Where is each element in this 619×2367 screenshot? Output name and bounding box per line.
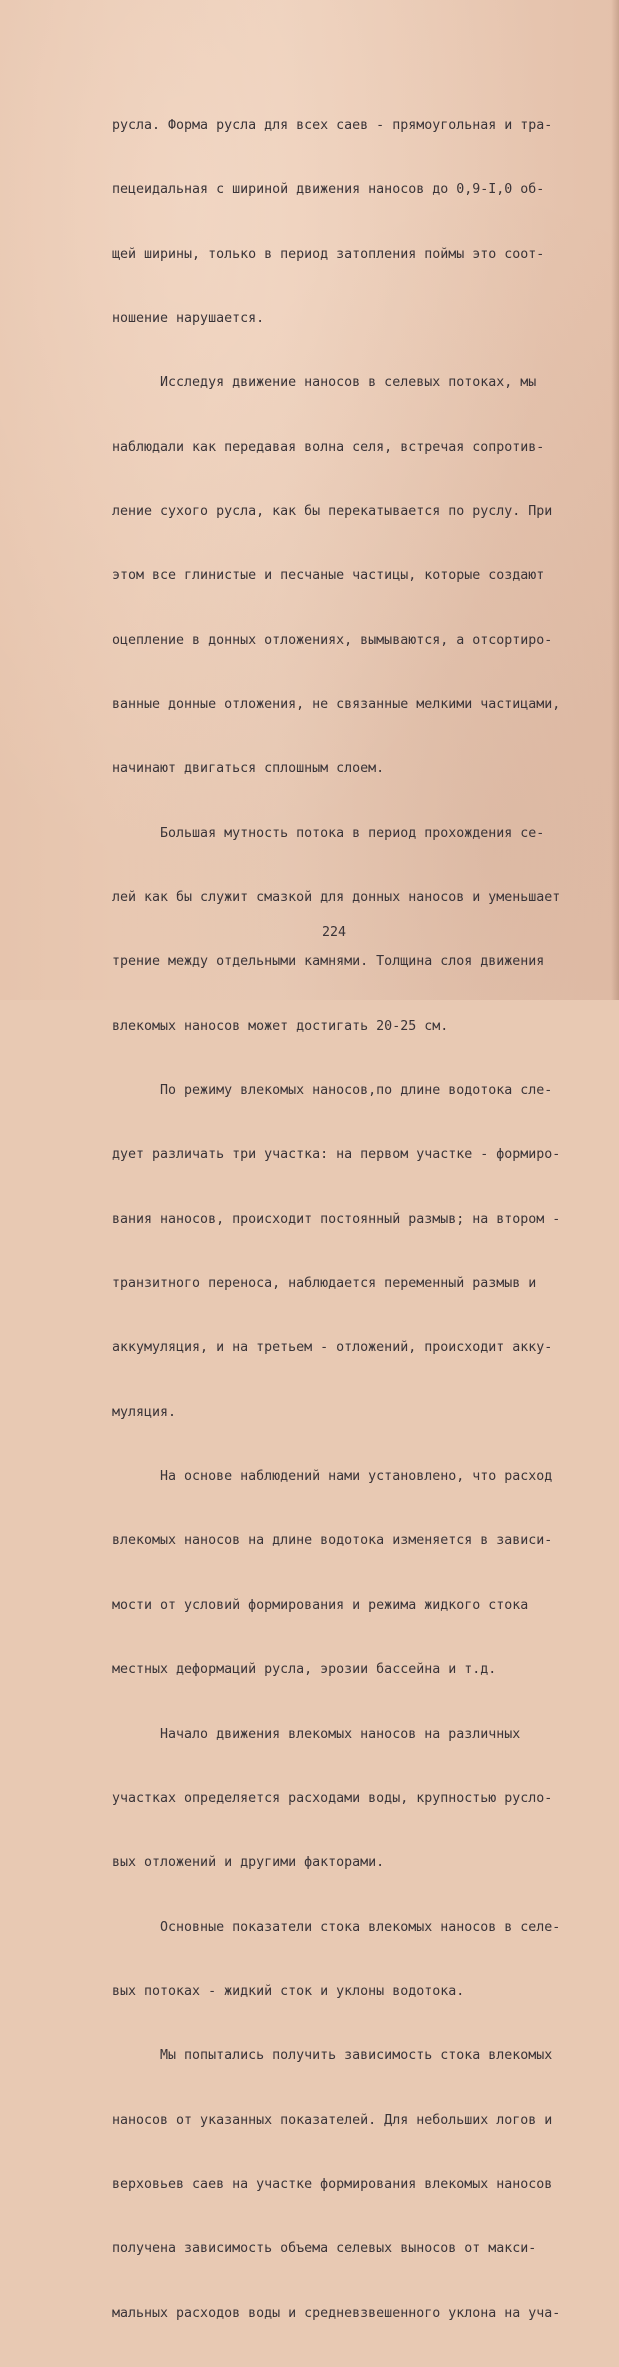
text-line: Начало движения влекомых наносов на различных (112, 1726, 521, 1742)
text-line: муляция. (112, 1404, 177, 1420)
text-line: щей ширины, только в период затопления поймы это соот- (112, 246, 545, 262)
text-line: По режиму влекомых наносов,по длине водотока сле- (112, 1083, 553, 1099)
text-line: местных деформаций русла, эрозии бассейна и т.д. (112, 1662, 497, 1678)
text-line: оцепление в донных отложениях, вымываются, а отсортиро- (112, 632, 553, 648)
text-line: аккумуляция, и на третьем - отложений, происходит акку- (112, 1340, 553, 1356)
text-line: мости от условий формирования и режима жидкого стока (112, 1597, 529, 1613)
text-line: влекомых наносов на длине водотока изменяется в зависи- (112, 1533, 553, 1549)
text-line: верховьев саев на участке формирования влекомых наносов (112, 2176, 553, 2192)
text-line: наблюдали как передавая волна селя, встречая сопротив- (112, 439, 545, 455)
text-line: этом все глинистые и песчаные частицы, которые создают (112, 568, 545, 584)
text-line: дует различать три участка: на первом участке - формиро- (112, 1147, 561, 1163)
text-line: начинают двигаться сплошным слоем. (112, 761, 385, 777)
text-line: мальных расходов воды и средневзвешенного уклона на уча- (112, 2305, 561, 2321)
text-line: русла. Форма русла для всех саев - прямоугольная и тра- (112, 117, 553, 133)
text-line: наносов от указанных показателей. Для небольших логов и (112, 2112, 553, 2128)
text-line: На основе наблюдений нами установлено, что расход (112, 1469, 553, 1485)
text-line: Мы попытались получить зависимость стока влекомых (112, 2048, 553, 2064)
text-line: влекомых наносов может достигать 20-25 см. (112, 1018, 449, 1034)
text-line: Большая мутность потока в период прохождения се- (112, 825, 545, 841)
text-line: вых отложений и другими факторами. (112, 1855, 385, 1871)
text-line: ванные донные отложения, не связанные мелкими частицами, (112, 697, 561, 712)
text-line: вых потоках - жидкий сток и уклоны водотока. (112, 1983, 465, 1999)
text-line: ление сухого русла, как бы перекатывается по руслу. При (112, 503, 553, 519)
text-line: Основные показатели стока влекомых наносов в селе- (112, 1919, 561, 1935)
page-number: 224 (322, 925, 347, 940)
text-line: лей как бы служит смазкой для донных наносов и уменьшает (112, 890, 561, 906)
text-line: трение между отдельными камнями. Толщина слоя движения (112, 954, 545, 970)
text-line: транзитного переноса, наблюдается переменный размыв и (112, 1276, 537, 1292)
text-line: вания наносов, происходит постоянный размыв; на втором - (112, 1211, 561, 1227)
text-line: участках определяется расходами воды, крупностью русло- (112, 1790, 553, 1806)
text-line: получена зависимость объема селевых выносов от макси- (112, 2241, 537, 2257)
body-text (112, 72, 612, 2367)
text-line: Исследуя движение наносов в селевых потоках, мы (112, 375, 537, 391)
text-line: пецеидальная с шириной движения наносов до 0,9-I,0 об- (112, 182, 545, 198)
page-edge-shadow (611, 0, 619, 1000)
text-line: ношение нарушается. (112, 310, 265, 326)
